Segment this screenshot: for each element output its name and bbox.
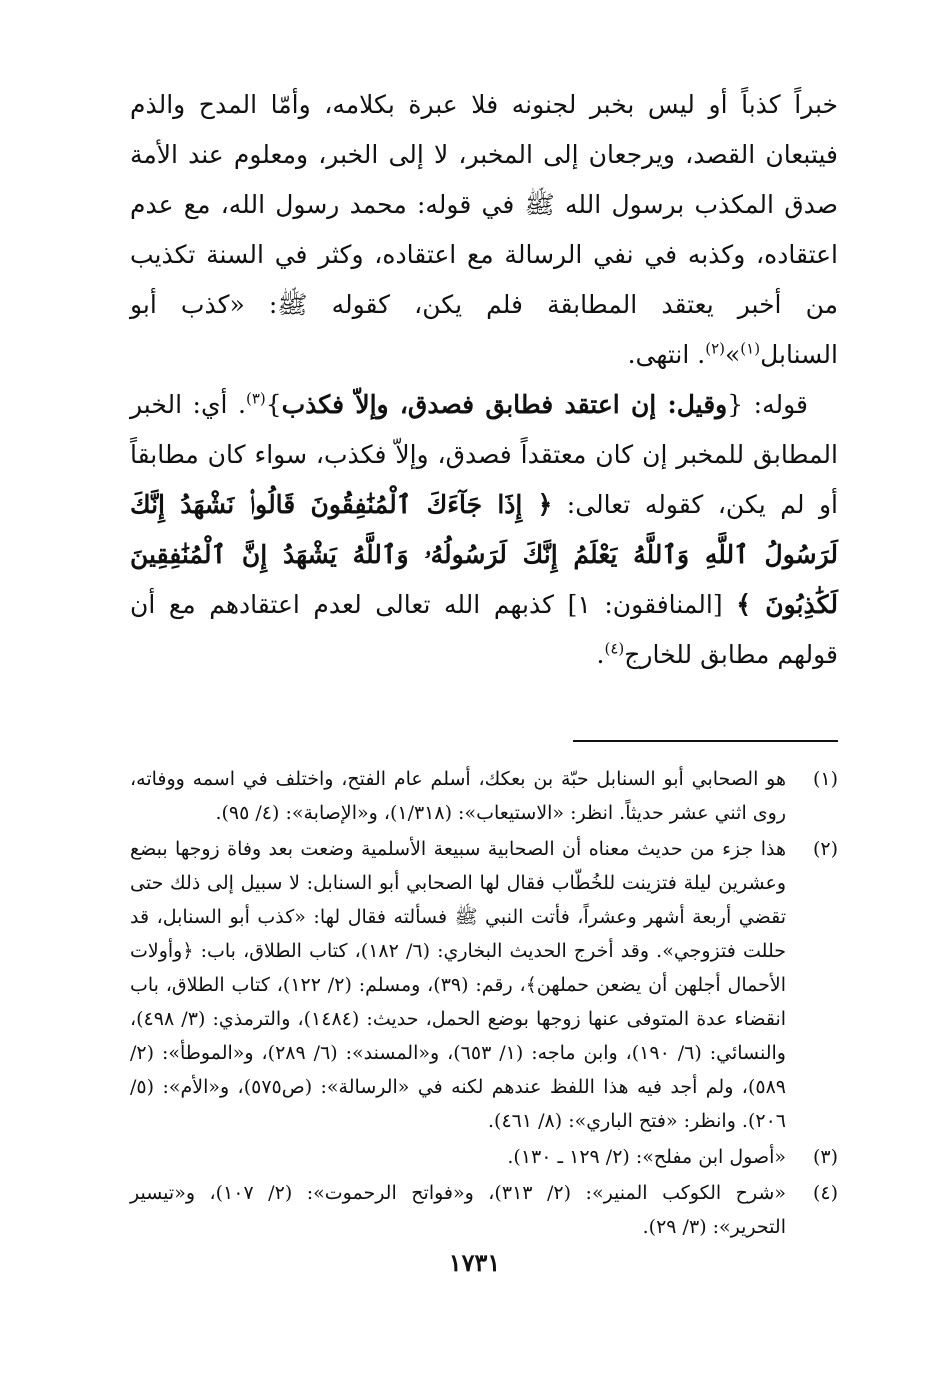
footnote-ref-1[interactable]: (١) [740,339,761,358]
footnotes [130,762,838,1244]
paragraph-2 [130,380,838,680]
quote-close: » [725,340,741,369]
paragraph-2-text: . أي: الخبر المطابق للمخبر إن كان معتقداً فصدق، وإلاّ فكذب، سواء كان مطابقاً أو لم يكن، كقوله تعالى: [130,390,838,519]
quran-verse: ﴿ إِذَا جَآءَكَ ٱلْمُنَٰفِقُونَ قَالُوا۟ نَشْهَدُ إِنَّكَ لَرَسُولُ ٱللَّهِ وَٱللَّهُ يَعْلَمُ إِنَّكَ لَرَسُولُهُۥ وَٱللَّهُ يَشْهَدُ إِنَّ ٱلْمُنَٰفِقِينَ لَكَٰذِبُونَ ﴾ [130,490,839,619]
paragraph-1-text: خبراً كذباً أو ليس بخبر لجنونه فلا عبرة بكلامه، وأمّا المدح والذم فيتبعان القصد، ويرجعان إلى المخبر، لا إلى الخبر، ومعلوم عند الأمة صدق المكذب برسول الله ﷺ في قوله: محمد رسول الله، مع عدم اعتقاده، وكذبه في نفي الرسالة مع اعتقاده، وكثر في السنة تكذيب من أخبر يعتقد المطابقة فلم يكن، كقوله ﷺ: «كذب أبو السنابل [130,90,838,369]
footnote-item [130,1140,838,1174]
paragraph-2-end: . [596,640,605,669]
paragraph-1 [130,80,838,380]
footnote-text: هو الصحابي أبو السنابل حبّة بن بعكك، أسلم عام الفتح، واختلف في اسمه ووفاته، روى اثني عشر حديثاً. انظر: «الاستيعاب»: (١/٣١٨)، و«الإصابة»: (٤/ ٩٥). [130,768,786,824]
footnote-separator [573,740,838,742]
footnote-item [130,832,838,1138]
footnote-ref-2[interactable]: (٢) [705,339,725,358]
paragraph-2-after-verse: [المنافقون: ١] كذبهم الله تعالى لعدم اعتقادهم مع أن قولهم مطابق للخارج [130,590,838,669]
footnote-number: (٤) [812,1182,838,1204]
paragraph-1-end: . انتهى. [627,340,706,369]
footnote-text: «شرح الكوكب المنير»: (٢/ ٣١٣)، و«فواتح الرحموت»: (٢/ ١٠٧)، و«تيسير التحرير»: (٣/ ٢٩). [130,1182,786,1238]
paragraph-2-lead: قوله: { [727,390,808,419]
footnote-text: هذا جزء من حديث معناه أن الصحابية سبيعة الأسلمية وضعت بعد وفاة زوجها ببضع وعشرين ليلة فتزينت للخُطّاب فقال لها الصحابي أبو السنابل: لا سبيل إلى ذلك حتى تقضي أربعة أشهر وعشراً، فأتت النبي ﷺ فسألته فقال لها: «كذب أبو السنابل، قد حللت فتزوجي». وقد أخرج الحديث البخاري: (٦/ ١٨٢)، كتاب الطلاق، باب: ﴿وأولات الأحمال أجلهن أن يضعن حملهن﴾، رقم: (٣٩)، ومسلم: (٢/ ١٢٢)، كتاب الطلاق، باب انقضاء عدة المتوفى عنها زوجها بوضع الحمل، حديث: (١٤٨٤)، والترمذي: (٣/ ٤٩٨)، والنسائي: (٦/ ١٩٠)، وابن ماجه: (١/ ٦٥٣)، و«المسند»: (٦/ ٢٨٩)، و«الموطأ»: (٢/ ٥٨٩)، ولم أجد فيه هذا اللفظ عندهم لكنه في «الرسالة»: (ص٥٧٥)، و«الأم»: (٥/ ٢٠٦). وانظر: «فتح الباري»: (٨/ ٤٦١). [130,838,787,1132]
footnote-ref-3[interactable]: (٣) [245,389,266,408]
matn-quote: وقيل: إن اعتقد فطابق فصدق، وإلاّ فكذب [281,390,728,419]
footnote-item [130,1176,838,1244]
footnote-item [130,762,838,830]
footnote-number: (١) [812,768,838,790]
footnote-ref-4[interactable]: (٤) [604,639,625,658]
page-number: ١٧٣١ [448,1248,501,1277]
footnote-number: (٢) [812,838,838,860]
footnote-text: «أصول ابن مفلح»: (٢/ ١٢٩ ـ ١٣٠). [507,1146,786,1168]
page-content [130,80,838,1246]
main-text [130,80,838,680]
footnote-number: (٣) [812,1146,838,1168]
brace-close: } [265,390,282,419]
